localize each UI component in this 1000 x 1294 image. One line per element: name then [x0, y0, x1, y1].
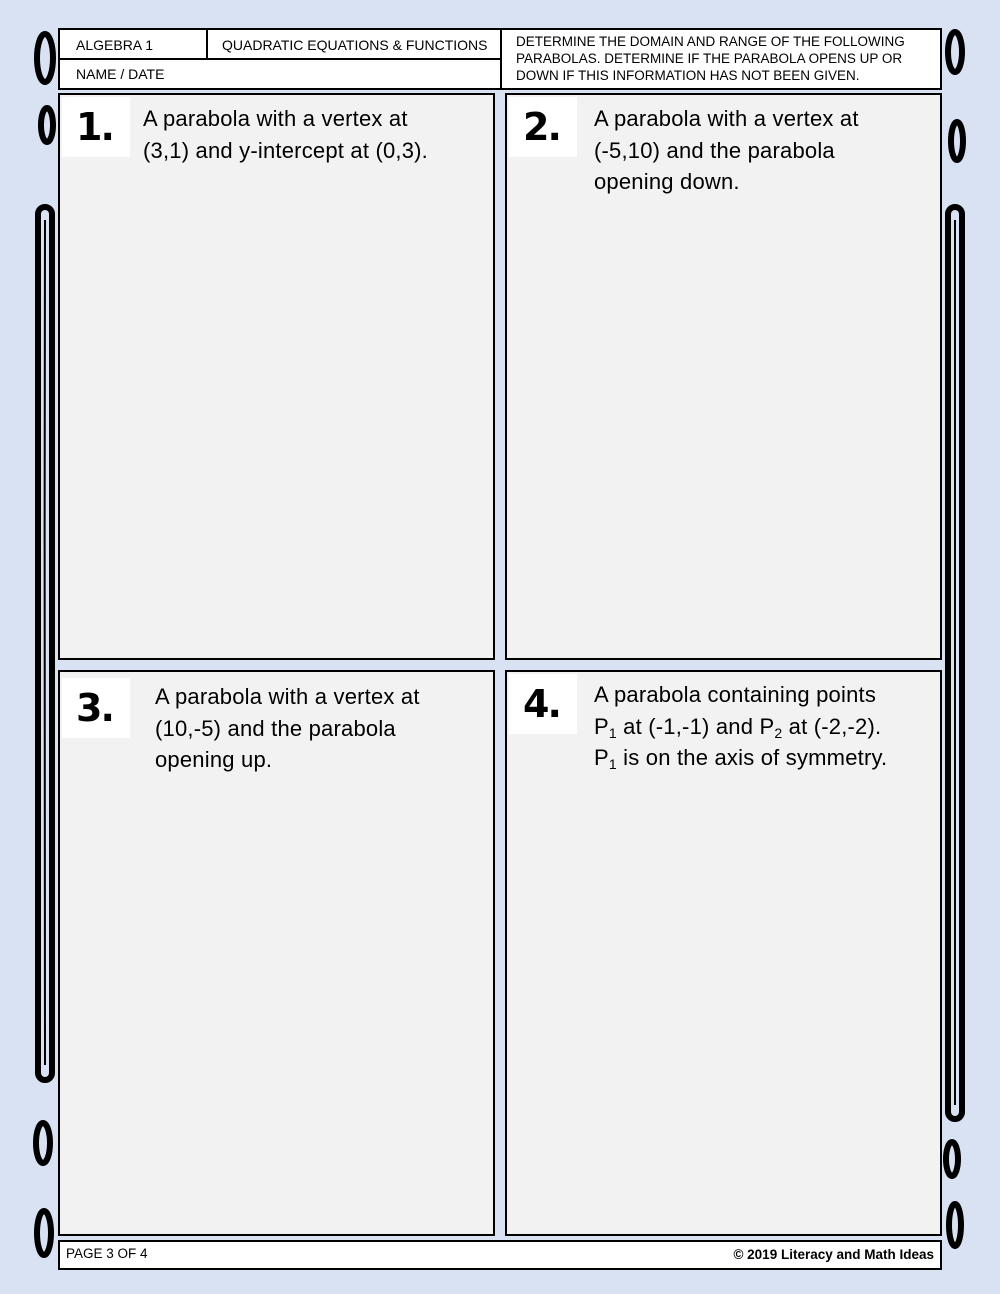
unit-label: QUADRATIC EQUATIONS & FUNCTIONS	[208, 30, 502, 60]
instructions: DETERMINE THE DOMAIN AND RANGE OF THE FOLLOWING PARABOLAS. DETERMINE IF THE PARABOLA OPENS UP OR DOWN IF THIS INFORMATION HAS NOT BEEN GIVEN.	[516, 34, 905, 83]
problem-2-panel[interactable]	[505, 93, 942, 660]
worksheet-header	[58, 28, 942, 90]
problem-3-panel[interactable]	[58, 670, 495, 1236]
name-date-field[interactable]: NAME / DATE	[60, 60, 502, 88]
problem-number: 4.	[509, 674, 577, 734]
problem-1-panel[interactable]	[58, 93, 495, 660]
problem-number: 2.	[509, 97, 577, 157]
problem-text: A parabola with a vertex at (10,-5) and the parabola opening up.	[155, 684, 420, 772]
copyright: © 2019 Literacy and Math Ideas	[733, 1247, 934, 1262]
page-number: PAGE 3 OF 4	[66, 1246, 148, 1261]
problem-text: A parabola with a vertex at (-5,10) and the parabola opening down.	[594, 106, 859, 194]
problem-text: A parabola containing points $P_1$ at (-1,-1) and $P_2$ at (-2,-2). $P_1$ is on the axis of symmetry.	[594, 682, 888, 772]
problem-number: 3.	[62, 678, 130, 738]
subject-label: ALGEBRA 1	[60, 30, 208, 60]
problem-number: 1.	[62, 97, 130, 157]
problem-4-panel[interactable]	[505, 670, 942, 1236]
problem-text: A parabola with a vertex at (3,1) and y-intercept at (0,3).	[143, 106, 428, 163]
worksheet-footer	[58, 1240, 942, 1270]
